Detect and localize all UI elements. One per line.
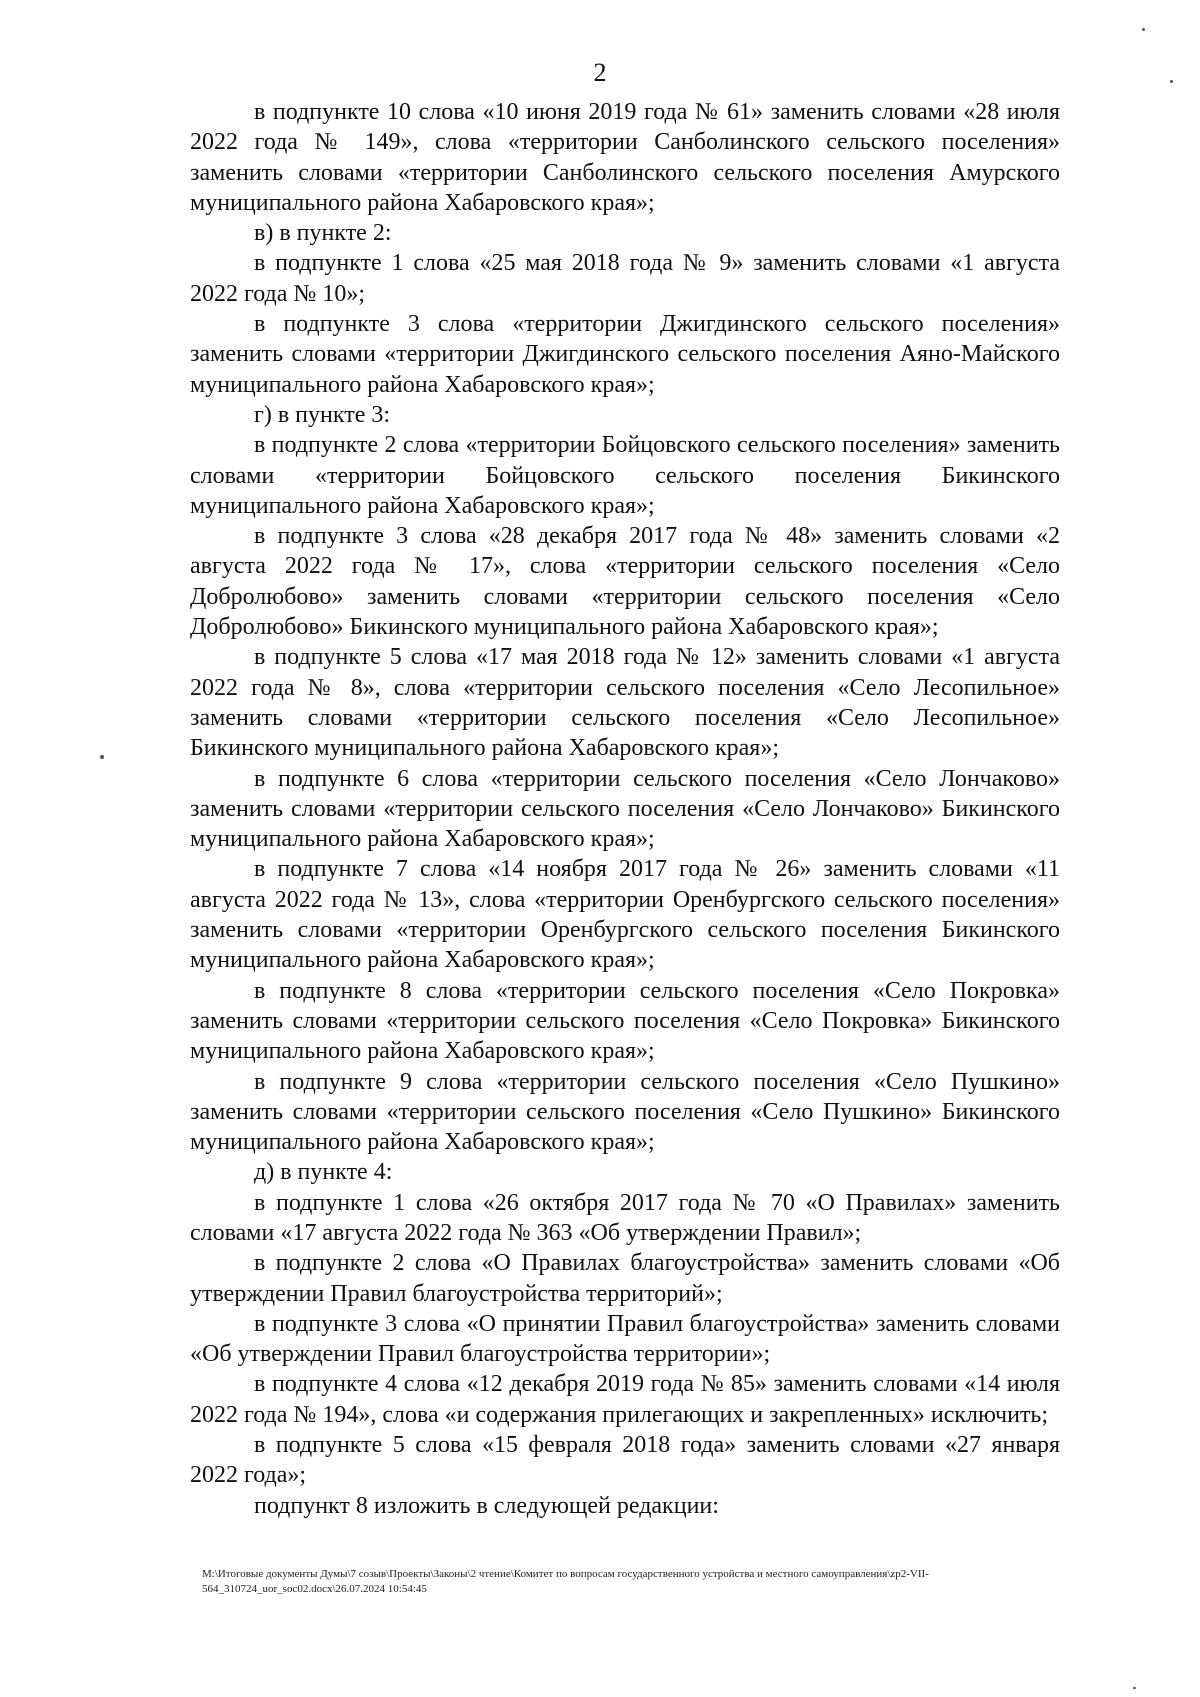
paragraph: в подпункте 3 слова «О принятии Правил благоустройства» заменить словами «Об утверждении Правил благоустройства территории»; (190, 1310, 1060, 1368)
paragraph: в подпункте 7 слова «14 ноября 2017 года № 26» заменить словами «11 августа 2022 года № 13», слова «территории Оренбургского сельского поселения» заменить словами «территории Оренбургского сельского поселения Бикинского муниципального района Хабаровского края»; (190, 856, 1060, 974)
paragraph: в подпункте 1 слова «25 мая 2018 года № 9» заменить словами «1 августа 2022 года № 10»; (190, 250, 1060, 307)
paragraph: в) в пункте 2: (254, 220, 392, 247)
scan-speck (1142, 28, 1145, 31)
scan-speck (1170, 80, 1173, 83)
paragraph: в подпункте 2 слова «территории Бойцовского сельского поселения» заменить словами «территории Бойцовского сельского поселения Бикинского муниципального района Хабаровского края»; (190, 432, 1060, 519)
footer-file-path: M:\Итоговые документы Думы\7 созыв\Проекты\Законы\2 чтение\Комитет по вопросам государственного устройства и местного самоуправления\zp2-VII-564_310724_uor_soc02.docx\26.07.2024 10:54:45 (202, 1568, 929, 1595)
paragraph: в подпункте 8 слова «территории сельского поселения «Село Покровка» заменить словами «территории сельского поселения «Село Покровка» Бикинского муниципального района Хабаровского края»; (190, 977, 1060, 1065)
paragraph: в подпункте 5 слова «17 мая 2018 года № 12» заменить словами «1 августа 2022 года № 8», слова «территории сельского поселения «Село Лесопильное» заменить словами «территории сельского поселения «Село Лесопильное» Бикинского муниципального района Хабаровского края»; (190, 644, 1060, 762)
paragraph: в подпункте 10 слова «10 июня 2019 года № 61» заменить словами «28 июля 2022 года № 149», слова «территории Санболинского сельского поселения» заменить словами «территории Санболинского сельского поселения Амурского муниципального района Хабаровского края»; (190, 99, 1060, 216)
paragraph: в подпункте 3 слова «28 декабря 2017 года № 48» заменить словами «2 августа 2022 года № 17», слова «территории сельского поселения «Село Добролюбово» заменить словами «территории сельского поселения «Село Добролюбово» Бикинского муниципального района Хабаровского края»; (190, 523, 1060, 641)
page-number: 2 (593, 58, 607, 87)
paragraph: в подпункте 5 слова «15 февраля 2018 года» заменить словами «27 января 2022 года»; (190, 1432, 1060, 1489)
paragraph: г) в пункте 3: (254, 401, 391, 428)
paragraph: подпункт 8 изложить в следующей редакции: (254, 1492, 719, 1519)
paragraph: д) в пункте 4: (254, 1159, 393, 1186)
paragraph: в подпункте 1 слова «26 октября 2017 года № 70 «О Правилах» заменить словами «17 августа 2022 года № 363 «Об утверждении Правил»; (190, 1189, 1060, 1246)
paragraph: в подпункте 9 слова «территории сельского поселения «Село Пушкино» заменить словами «территории сельского поселения «Село Пушкино» Бикинского муниципального района Хабаровского края»; (190, 1068, 1060, 1156)
scan-speck (100, 755, 104, 759)
paragraph: в подпункте 4 слова «12 декабря 2019 года № 85» заменить словами «14 июля 2022 года № 194», слова «и содержания прилегающих и закрепленных» исключить; (190, 1371, 1060, 1428)
paragraph: в подпункте 6 слова «территории сельского поселения «Село Лончаково» заменить словами «территории сельского поселения «Село Лончаково» Бикинского муниципального района Хабаровского края»; (190, 765, 1060, 853)
paragraph: в подпункте 3 слова «территории Джигдинского сельского поселения» заменить словами «территории Джигдинского сельского поселения Аяно-Майского муниципального района Хабаровского края»; (190, 311, 1060, 398)
document-body (190, 97, 1060, 1521)
paragraph: в подпункте 2 слова «О Правилах благоустройства» заменить словами «Об утверждении Правил благоустройства территорий»; (190, 1250, 1060, 1307)
scan-speck (1133, 1687, 1136, 1689)
